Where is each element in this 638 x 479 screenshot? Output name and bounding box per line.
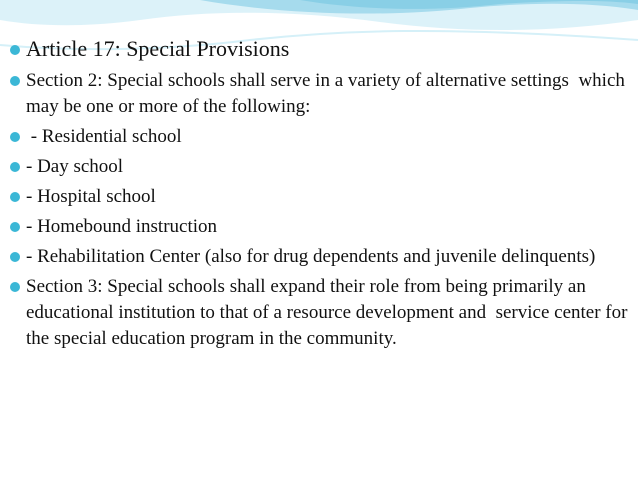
bullet-item-title <box>8 34 628 64</box>
bullet-dot-icon <box>10 222 20 232</box>
bullet-item-section-2 <box>8 68 628 120</box>
bullet-text: - Homebound instruction <box>26 216 218 237</box>
slide-content <box>8 34 633 356</box>
bullet-dot-icon <box>10 76 20 86</box>
bullet-dot-icon <box>10 192 20 202</box>
bullet-dot-icon <box>10 132 20 142</box>
bullet-dot-icon <box>10 252 20 262</box>
bullet-item-day-school <box>8 154 628 180</box>
bullet-item-rehabilitation-center <box>8 244 628 270</box>
bullet-text: - Residential school <box>26 126 182 147</box>
bullet-item-homebound-instruction <box>8 214 628 240</box>
bullet-text: Section 3: Special schools shall expand their role from being primarily an educational institution to that of a resource development and service center for the special education program in the community. <box>26 276 633 349</box>
bullet-dot-icon <box>10 45 20 55</box>
bullet-text: - Hospital school <box>26 186 156 207</box>
bullet-dot-icon <box>10 162 20 172</box>
bullet-item-hospital-school <box>8 184 628 210</box>
bullet-item-residential-school <box>8 124 628 150</box>
bullet-text: - Rehabilitation Center (also for drug dependents and juvenile delinquents) <box>26 246 596 267</box>
bullet-text: - Day school <box>26 156 124 177</box>
bullet-text: Section 2: Special schools shall serve in a variety of alternative settings which may be one or more of the following: <box>26 70 630 117</box>
bullet-dot-icon <box>10 282 20 292</box>
slide-title: Article 17: Special Provisions <box>26 36 290 61</box>
bullet-item-section-3 <box>8 274 633 352</box>
